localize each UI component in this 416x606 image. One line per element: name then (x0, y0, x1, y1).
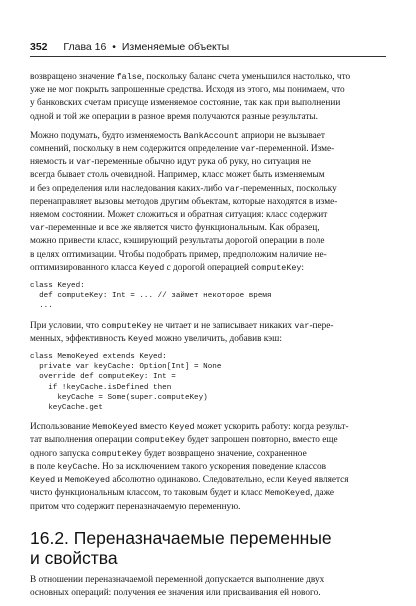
text-run: , поскольку баланс счета уменьшился настолько, что (141, 72, 351, 82)
inline-code: var (240, 144, 256, 155)
code-line: keyCache = Some(super.computeKey) (30, 393, 208, 402)
inline-code: keyCache (57, 461, 98, 472)
text-line (30, 143, 386, 156)
text-line (30, 487, 386, 500)
text-line (30, 448, 386, 461)
text-run: менных, эффективность (30, 333, 128, 344)
text-line (30, 156, 386, 169)
text-line (30, 461, 386, 474)
page-body (30, 71, 386, 606)
text-run: одной и той же операции в разное время получаются разные результаты. (30, 111, 319, 122)
text-run: : (301, 262, 305, 273)
code-line: private var keyCache: Option[Int] = None (30, 363, 222, 372)
text-run: можно увеличить, добавив кэш: (153, 333, 282, 344)
paragraph-2 (30, 130, 386, 275)
code-line: override def computeKey: Int = (30, 373, 176, 382)
text-run: не читает и не записывает никаких (151, 320, 295, 331)
code-line: ... (30, 302, 53, 311)
code-block-keyed (30, 281, 386, 312)
inline-code: var (30, 223, 46, 234)
text-run: одного запуска (30, 448, 92, 459)
text-run: -переменные и все же является чисто функциональным. Как образец, (45, 223, 320, 234)
text-run: абсолютно одинаково. Следовательно, если (110, 475, 287, 486)
text-run: у банковских счетам присуще изменяемое состояние, так как при выполнении (30, 98, 341, 109)
code-line: class Keyed: (30, 282, 85, 291)
paragraph-5 (30, 574, 386, 600)
text-line (30, 222, 386, 235)
text-run: . Но за исключением такого ускорения поведение классов (97, 461, 327, 472)
inline-code: var (76, 157, 92, 168)
inline-code: Keyed (30, 475, 56, 486)
code-line: def computeKey: Int = ... // займет некоторое время (30, 292, 272, 301)
text-run: , даже (310, 488, 335, 499)
text-line (30, 320, 386, 333)
text-line (30, 333, 386, 346)
text-run: сомнений, поскольку в нем содержится определение (30, 144, 241, 155)
text-line: основных операций: получения ее значения или присваивания ей нового. (30, 587, 321, 598)
running-header (30, 40, 386, 54)
text-line (30, 97, 386, 110)
text-run: -переменной. Изме- (255, 144, 335, 155)
inline-code: computeKey (134, 435, 185, 446)
text-run: всегда бывает столь очевидной. Например, класс может быть изменяемым (30, 170, 325, 181)
inline-code: var (224, 183, 240, 194)
text-run: -переменных, поскольку (239, 183, 337, 194)
inline-code: computeKey (251, 262, 302, 273)
paragraph-3 (30, 320, 386, 346)
text-run: Использование (30, 422, 93, 433)
text-run: притом что содержит переназначаемую переменную. (30, 501, 241, 512)
text-line (30, 474, 386, 487)
inline-code: Keyed (139, 262, 165, 273)
text-line (30, 130, 386, 143)
text-run: может ускорить работу: когда результ- (194, 422, 349, 433)
text-line (30, 501, 386, 514)
text-line (30, 434, 386, 447)
text-run: перенаправляет вызовы методов другим объектам, которые находятся в изме- (30, 196, 338, 207)
text-run: -переменные обычно идут рука об руку, но ситуация не (91, 157, 311, 168)
text-line (30, 84, 386, 97)
text-run: с дорогой операцией (164, 262, 252, 273)
text-line (30, 235, 386, 248)
inline-code: computeKey (101, 320, 152, 331)
text-run: и без определения или наследования каких-либо (30, 183, 225, 194)
text-run: является (312, 475, 349, 486)
text-line: В отношении переназначаемой переменной допускается выполнение двух (30, 574, 325, 585)
text-run: няемом состоянии. Может сложиться и обратная ситуация: класс содержит (30, 210, 328, 221)
text-run: Можно подумать, будто изменяемость (30, 130, 184, 141)
text-line (30, 196, 386, 209)
text-line (30, 71, 386, 84)
text-line (30, 169, 386, 182)
text-run: и (55, 475, 65, 486)
text-run: будет запрошен повторно, вместо еще (184, 435, 338, 446)
text-line (30, 209, 386, 222)
text-run: будет возвращено значение, сохраненное (141, 448, 307, 459)
text-run: При условии, что (30, 320, 102, 331)
header-rule (30, 56, 386, 57)
paragraph-4 (30, 421, 386, 513)
text-run: априори не вызывает (238, 130, 325, 141)
text-line (30, 183, 386, 196)
text-run: вместо (137, 422, 170, 433)
text-line (30, 249, 386, 262)
section-heading-line-1: 16.2. Переназначаемые переменные (30, 527, 332, 548)
inline-code: Keyed (169, 422, 195, 433)
section-heading (30, 528, 386, 568)
text-run: тат выполнения операции (30, 435, 135, 446)
text-run: в поле (30, 461, 58, 472)
text-line (30, 421, 386, 434)
header-bullet: • (112, 41, 116, 53)
text-run: чисто функциональным классом, то таковым будет и класс (30, 488, 265, 499)
code-block-memokeyed (30, 352, 386, 413)
text-run: няемость и (30, 157, 77, 168)
code-line: if !keyCache.isDefined then (30, 383, 172, 392)
chapter-title: Изменяемые объекты (121, 41, 230, 53)
chapter-label: Глава 16 (63, 41, 107, 53)
inline-code: Keyed (128, 333, 154, 344)
page-number: 352 (30, 41, 48, 53)
inline-code: var (294, 320, 310, 331)
text-line (30, 262, 386, 275)
text-run: -пере- (309, 320, 334, 331)
inline-code: MemoKeyed (92, 422, 138, 433)
code-line: class MemoKeyed extends Keyed: (30, 353, 167, 362)
inline-code: false (116, 72, 142, 82)
paragraph-1 (30, 71, 386, 124)
text-run: возвращено значение (30, 72, 117, 82)
inline-code: MemoKeyed (264, 488, 311, 499)
section-heading-line-2: и свойства (30, 547, 118, 568)
text-line (30, 111, 386, 124)
text-run: уже не мог покрыть запрошенные средства. Исходя из этого, мы понимаем, что (30, 85, 345, 96)
inline-code: Keyed (286, 475, 313, 486)
inline-code: MemoKeyed (64, 475, 110, 486)
text-run: оптимизированного класса (30, 262, 140, 273)
inline-code: computeKey (91, 448, 142, 459)
code-line: keyCache.get (30, 404, 103, 413)
text-run: можно привести класс, кэширующий результаты дорогой операции в поле (30, 236, 325, 247)
text-run: в целях оптимизации. Чтобы подобрать пример, предположим наличие не- (30, 249, 327, 260)
inline-code: BankAccount (183, 130, 239, 141)
